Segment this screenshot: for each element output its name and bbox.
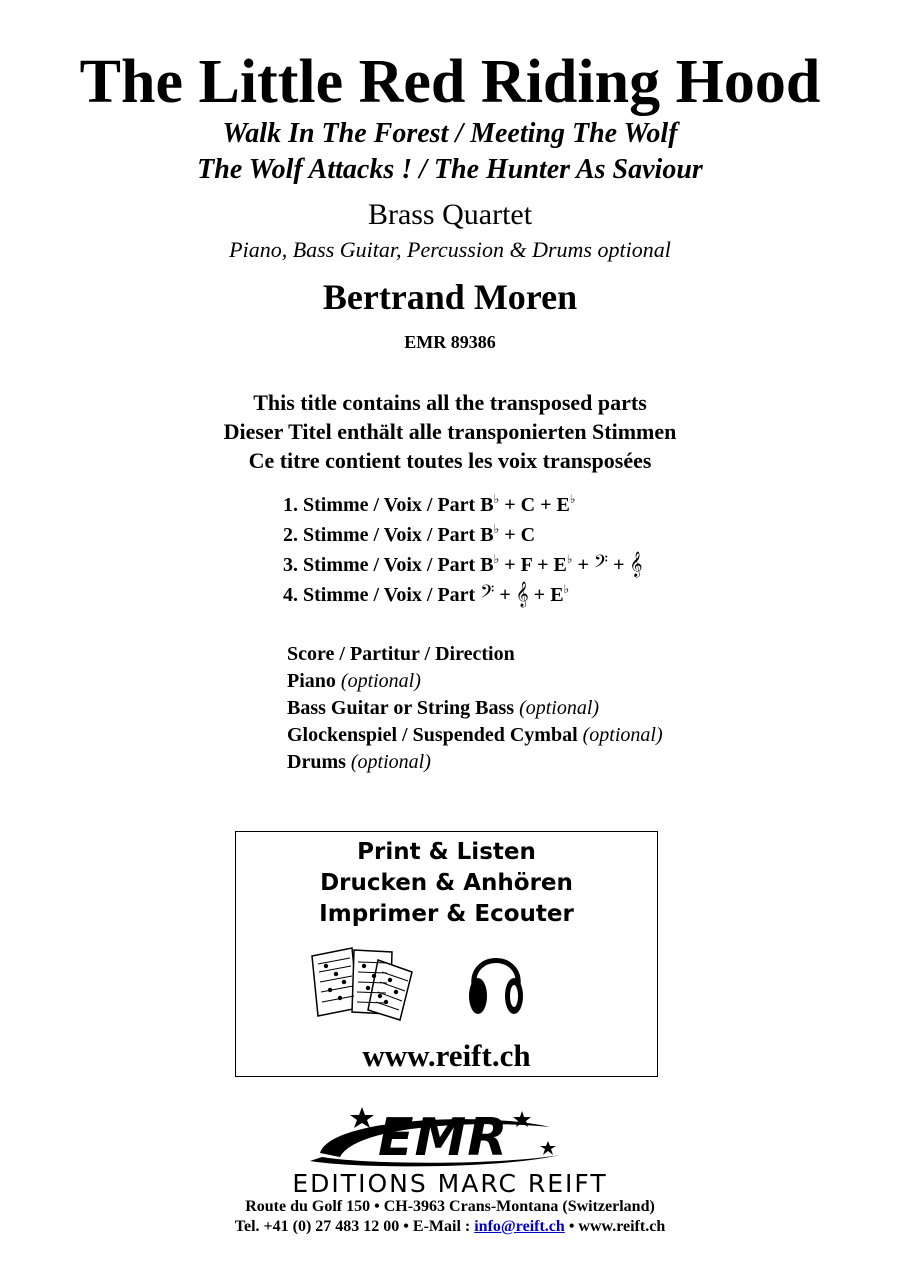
bass-clef-icon: 𝄢 — [480, 582, 495, 607]
subtitle-movements-2: The Wolf Attacks ! / The Hunter As Saviour — [197, 154, 703, 185]
parts-list — [283, 490, 643, 610]
part-keys: B♭ + C + E♭ — [480, 492, 576, 516]
part-line-4 — [283, 580, 643, 610]
part-label: 1. Stimme / Voix / Part — [283, 494, 476, 516]
publisher-website[interactable]: • www.reift.ch — [568, 1218, 666, 1235]
bass-clef-icon: 𝄢 — [593, 552, 609, 577]
promo-line-german: Drucken & Anhören — [320, 870, 573, 896]
notice-french: Ce titre contient toutes les voix transposées — [248, 448, 652, 473]
part-label: 2. Stimme / Voix / Part — [283, 524, 476, 546]
part-line-1 — [283, 490, 643, 520]
documents-list — [287, 641, 663, 776]
part-keys: 𝄢 + 𝄞 + E♭ — [480, 582, 570, 607]
treble-clef-icon: 𝄞 — [515, 582, 529, 607]
subtitle-movements-1: Walk In The Forest / Meeting The Wolf — [222, 118, 678, 149]
document-item: Bass Guitar or String Bass (optional) — [287, 697, 600, 719]
publisher-name: EDITIONS MARC REIFT — [292, 1169, 608, 1198]
print-listen-box — [235, 831, 658, 1077]
page-title: The Little Red Riding Hood — [79, 48, 821, 116]
notice-english: This title contains all the transposed parts — [253, 390, 647, 415]
document-item: Drums (optional) — [287, 751, 431, 773]
treble-clef-icon: 𝄞 — [629, 552, 643, 577]
document-item: Piano (optional) — [287, 670, 421, 692]
sheet-music-icon — [308, 942, 420, 1022]
email-link[interactable]: info@reift.ch — [474, 1218, 565, 1235]
document-item: Score / Partitur / Direction — [287, 643, 515, 665]
part-line-2 — [283, 520, 643, 550]
composer-name: Bertrand Moren — [322, 277, 578, 317]
optional-instruments: Piano, Bass Guitar, Percussion & Drums optional — [229, 237, 671, 262]
ensemble-label: Brass Quartet — [367, 198, 533, 231]
headphones-icon — [466, 942, 526, 1020]
notice-german: Dieser Titel enthält alle transponierten Stimmen — [223, 419, 677, 444]
emr-logo — [300, 1105, 600, 1171]
document-item: Glockenspiel / Suspended Cymbal (optional) — [287, 724, 663, 746]
promo-line-french: Imprimer & Ecouter — [319, 901, 574, 927]
part-keys: B♭ + C — [480, 522, 536, 546]
part-line-3 — [283, 550, 643, 580]
part-label: 3. Stimme / Voix / Part — [283, 554, 476, 576]
catalog-number: EMR 89386 — [404, 332, 496, 352]
promo-line-english: Print & Listen — [357, 839, 536, 865]
part-label: 4. Stimme / Voix / Part — [283, 584, 476, 606]
publisher-address: Route du Golf 150 • CH-3963 Crans-Montana (Switzerland) — [245, 1198, 655, 1215]
website-url[interactable]: www.reift.ch — [362, 1038, 531, 1073]
logo-emr-text: EMR — [378, 1108, 509, 1168]
publisher-contact — [0, 1217, 900, 1237]
publisher-phone: Tel. +41 (0) 27 483 12 00 • E-Mail : — [234, 1218, 471, 1235]
part-keys: B♭ + F + E♭ + 𝄢 + 𝄞 — [480, 552, 643, 577]
